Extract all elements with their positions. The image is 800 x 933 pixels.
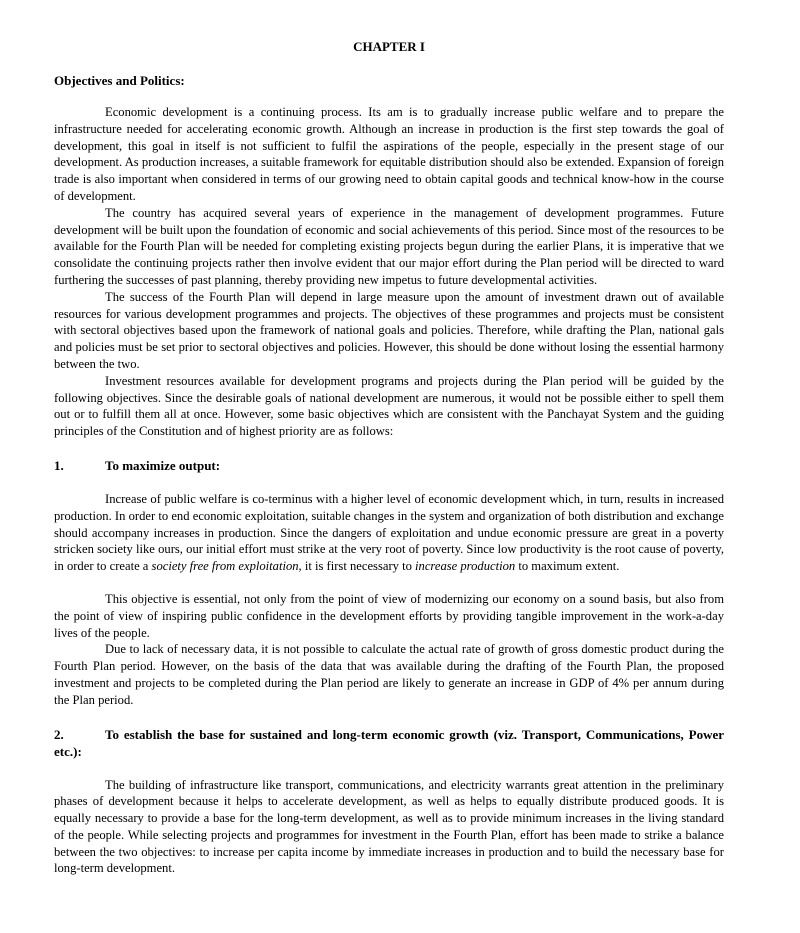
section-heading: Objectives and Politics: <box>54 73 185 88</box>
intro-paragraph: The country has acquired several years of experience in the management of development programmes. Future development will be built upon the foundation of economic and social achievements of this period. Since most of the resources to be available for the Fourth Plan will be needed for completing existing projects begun during the earlier Plans, it is imperative that we consolidate the continuing projects rather then involve evident that our major effort during the Plan period will be directed to ward furthering the successes of past planning, thereby providing new impetus to future developmental activities. <box>54 205 724 287</box>
objective-2-paragraph: The building of infrastructure like transport, communications, and electricity warrants great attention in the preliminary phases of development because it helps to accelerate development, as well as helps to equally distribute produced goods. It is equally necessary to provide a base for the long-term development, as well as to provide minimum increases in the living standard of the people. While selecting projects and programmes for investment in the Fourth Plan, effort has been made to strike a balance between the two objectives: to increase per capita income by immediate increases in production and to build the necessary base for long-term development. <box>54 777 724 876</box>
objective-2-number: 2. <box>54 726 64 742</box>
objective-1-paragraph <box>54 491 724 575</box>
emphasis-text: increase production <box>415 559 516 574</box>
objective-1-number: 1. <box>54 457 64 473</box>
objective-1-heading <box>54 457 724 474</box>
paragraph-text: to maximum extent. <box>515 559 620 574</box>
objective-2-title: To establish the base for sustained and long-term economic growth (viz. Transport, Communications, Power etc.): <box>54 726 724 759</box>
intro-paragraph: The success of the Fourth Plan will depend in large measure upon the amount of investment drawn out of available resources for various development programmes and projects. The objectives of these programmes and projects must be consistent with sectoral objectives based upon the framework of national goals and policies. Therefore, while drafting the Plan, national gals and policies must be set prior to sectoral objectives and policies. However, this should be done without losing the essential harmony between the two. <box>54 289 724 371</box>
paragraph-text: Increase of public welfare is co-terminus with a higher level of economic development which, in turn, results in increased production. In order to end economic exploitation, suitable changes in the system and organization of both distribution and exchange should accompany increases in production. Since the dangers of exploitation and undue economic pressure are great in a poverty stricken society like ours, our initial effort must strike at the very root of poverty. Since low productivity is the root cause of poverty, in order to create a <box>54 491 724 574</box>
paragraph-text: it is first necessary to <box>301 559 416 574</box>
objective-1-paragraph: Due to lack of necessary data, it is not possible to calculate the actual rate of growth of gross domestic product during the Fourth Plan period. However, on the basis of the data that was available during the drafting of the Fourth Plan, the proposed investment and projects to be completed during the Plan period are likely to generate an increase in GDP of 4% per annum during the Plan period. <box>54 642 724 707</box>
intro-paragraph: Economic development is a continuing process. Its am is to gradually increase public welfare and to prepare the infrastructure needed for accelerating economic growth. Although an increase in production is the first step towards the goal of development, this goal in itself is not sufficient to fulfil the aspirations of the people, especially in the present stage of our development. As production increases, a suitable framework for equitable distribution should also be extended. Expansion of foreign trade is also important when considered in terms of our growing need to obtain capital goods and technical know-how in the course of development. <box>54 105 724 203</box>
objective-1-paragraph: This objective is essential, not only from the point of view of modernizing our economy on a sound basis, but also from the point of view of inspiring public confidence in the development efforts by providing tangible improvement in the work-a-day lives of the people. <box>54 591 724 640</box>
emphasis-text: society free from exploitation, <box>151 559 302 574</box>
chapter-title: CHAPTER I <box>353 39 425 54</box>
objective-1-title: To maximize output: <box>105 457 221 473</box>
objective-2-heading <box>54 726 724 760</box>
intro-paragraph: Investment resources available for development programs and projects during the Plan period will be guided by the following objectives. Since the desirable goals of national development are numerous, it would not be possible either to spell them out or to fulfill them all at once. However, some basic objectives which are consistent with the Panchayat System and the guiding principles of the Constitution and of highest priority are as follows: <box>54 373 724 439</box>
